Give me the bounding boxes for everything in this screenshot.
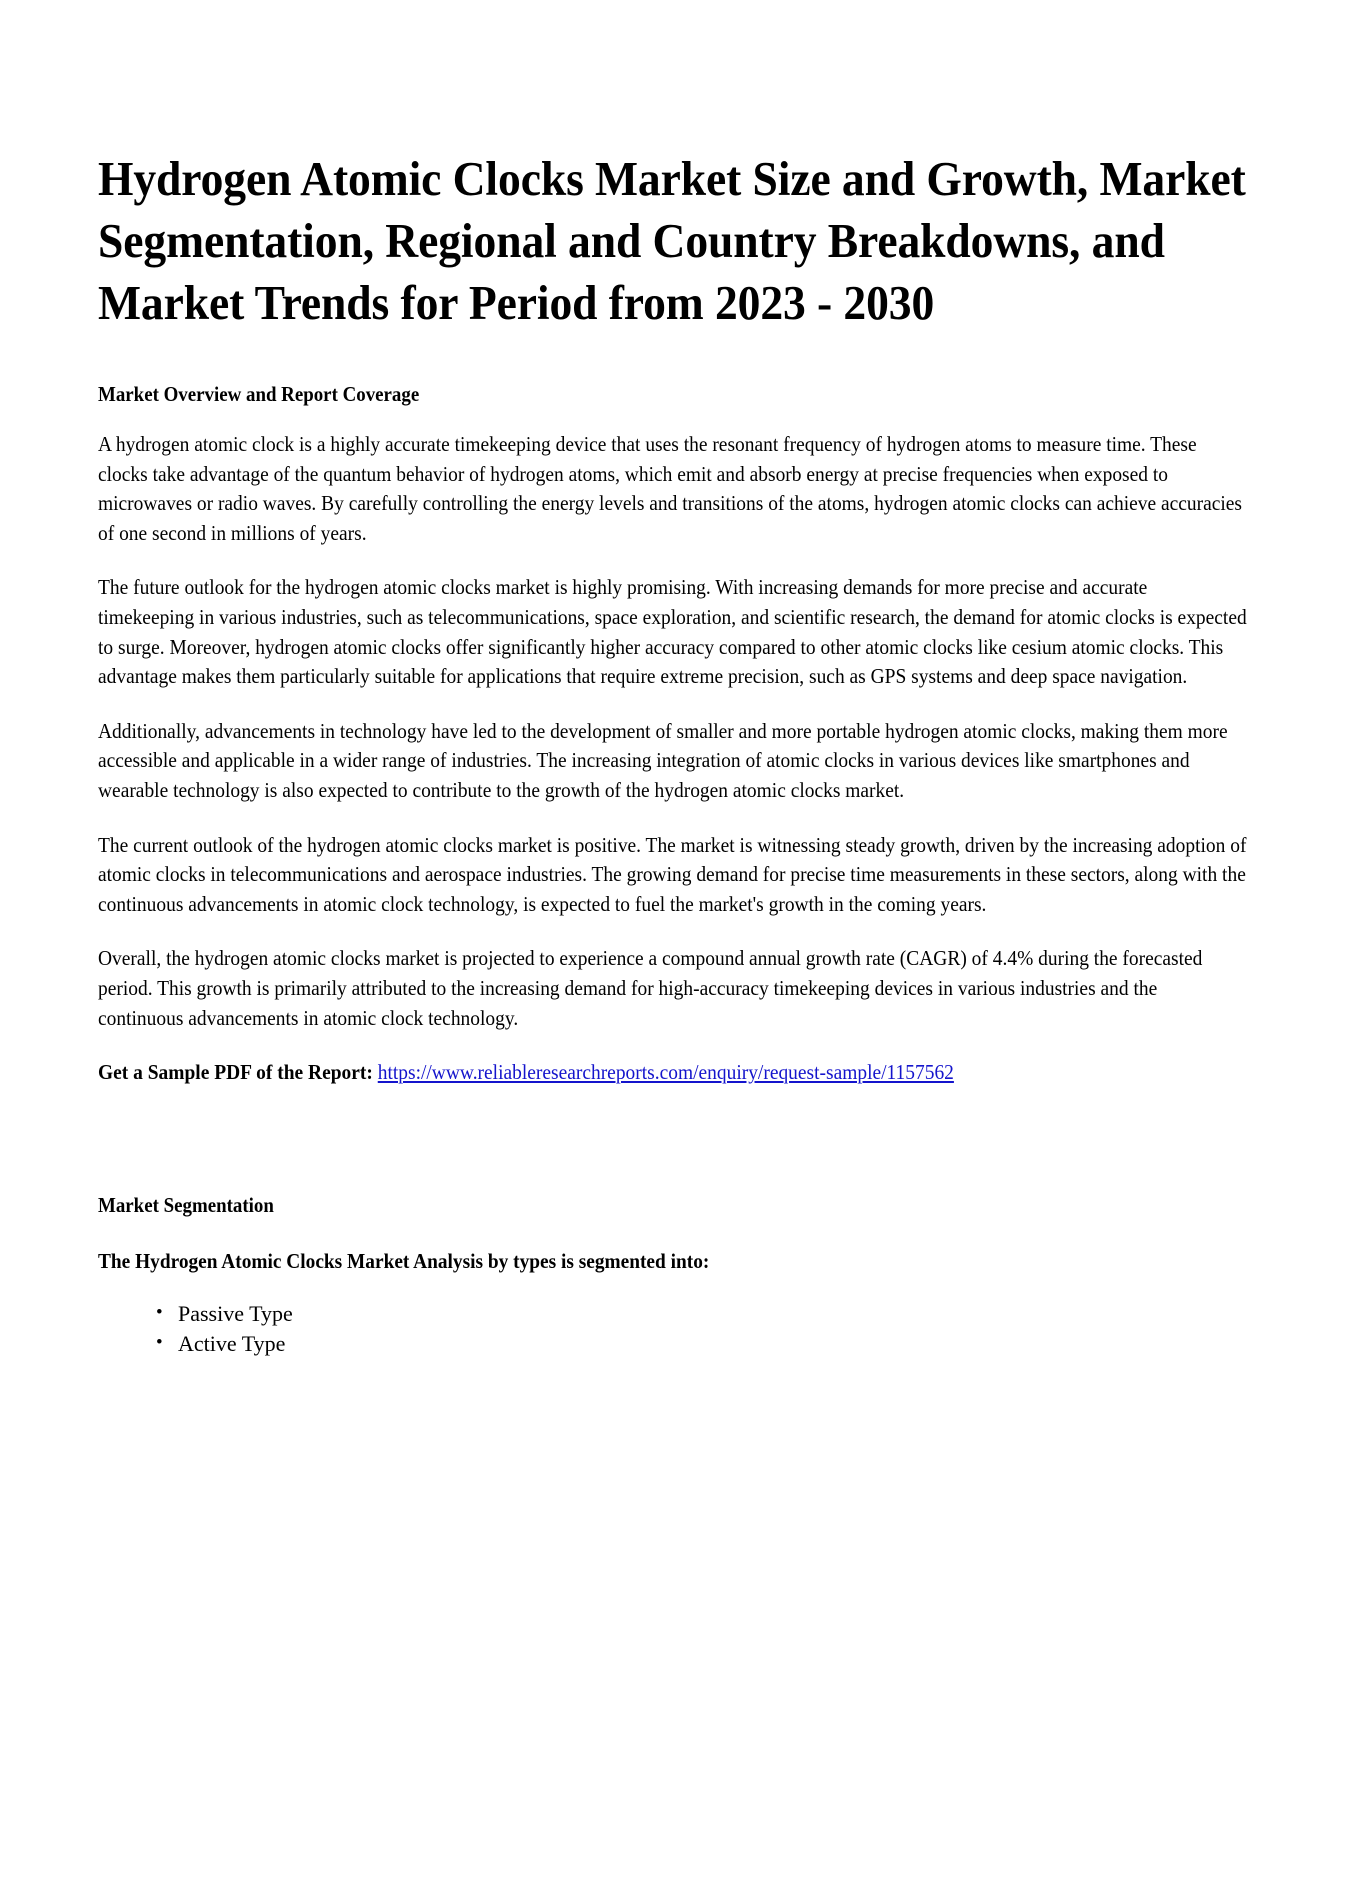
list-item: • Passive Type — [156, 1299, 1249, 1329]
section-spacer — [98, 1113, 1249, 1191]
paragraph-market-definition: A hydrogen atomic clock is a highly accurate timekeeping device that uses the resonant frequency of hydrogen atoms to measure time. These clocks take advantage of the quantum behavior of hydrogen atoms, which emit and absorb energy at precise frequencies when exposed to microwaves or radio waves. By carefully controlling the energy levels and transitions of the atoms, hydrogen atomic clocks can achieve accuracies of one second in millions of years. — [98, 432, 1242, 545]
paragraph-technology-advancements: Additionally, advancements in technology have led to the development of smaller and more portable hydrogen atomic clocks, making them more accessible and applicable in a wider range of industries. The increasing integration of atomic clocks in various devices like smartphones and wearable technology is also expected to contribute to the growth of the hydrogen atomic clocks market. — [98, 718, 1228, 802]
request-sample-link[interactable]: https://www.reliableresearchreports.com/enquiry/request-sample/1157562 — [377, 1060, 954, 1085]
section-heading-market-segmentation: Market Segmentation — [98, 1192, 274, 1217]
market-types-list — [98, 1299, 1249, 1359]
paragraph-future-outlook: The future outlook for the hydrogen atomic clocks market is highly promising. With increasing demands for more precise and accurate timekeeping in various industries, such as telecommunications, space exploration, and scientific research, the demand for atomic clocks is expected to surge. Moreover, hydrogen atomic clocks offer significantly higher accuracy compared to other atomic clocks like cesium atomic clocks. This advantage makes them particularly suitable for applications that require extreme precision, such as GPS systems and deep space navigation. — [98, 575, 1247, 689]
sample-pdf-label: Get a Sample PDF of the Report: — [98, 1060, 373, 1085]
section-heading-market-overview: Market Overview and Report Coverage — [98, 382, 420, 406]
paragraph-cagr-summary: Overall, the hydrogen atomic clocks market is projected to experience a compound annual growth rate (CAGR) of 4.4% during the forecasted period. This growth is primarily attributed to the increasing demand for high-accuracy timekeeping devices in various industries and the continuous advancements in atomic clock technology. — [98, 946, 1203, 1030]
sample-pdf-line — [98, 1058, 1247, 1088]
list-item: • Active Type — [156, 1329, 1249, 1359]
segmentation-types-intro: The Hydrogen Atomic Clocks Market Analysis by types is segmented into: — [98, 1248, 710, 1273]
paragraph-current-outlook: The current outlook of the hydrogen atomic clocks market is positive. The market is witnessing steady growth, driven by the increasing adoption of atomic clocks in telecommunications and aerospace industries. The growing demand for precise time measurements in these sectors, along with the continuous advancements in atomic clock technology, is expected to fuel the market's growth in the coming years. — [98, 832, 1247, 916]
page-title: Hydrogen Atomic Clocks Market Size and Growth, Market Segmentation, Regional and Country Breakdowns, and Market Trends for Period from 2023 - 2030 — [98, 151, 1246, 330]
